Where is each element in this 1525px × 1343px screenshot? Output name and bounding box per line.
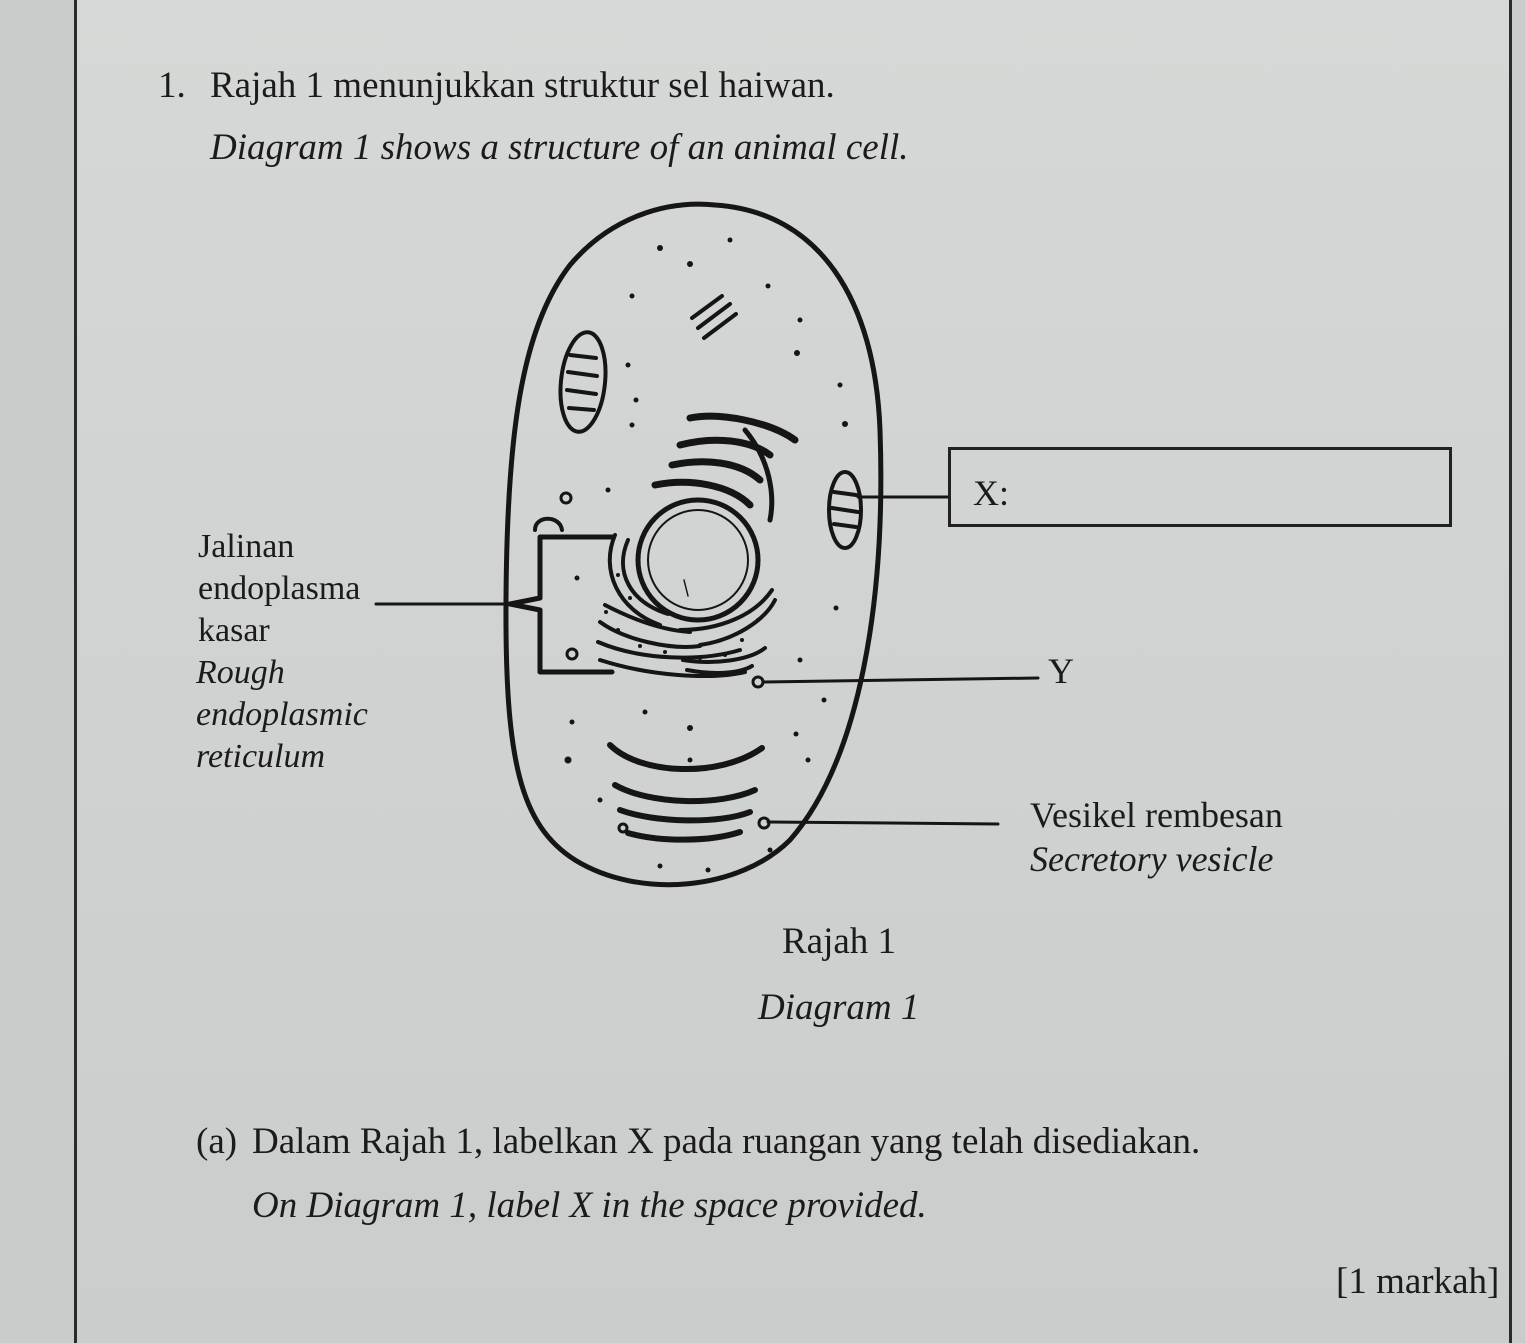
rer-bracket [510,537,612,672]
question-number: 1. [158,65,186,106]
marks-label: [1 markah] [1336,1261,1500,1302]
mitochondrion-x [829,472,861,548]
label-rer-ms-1: Jalinan [198,528,295,565]
diagram-caption-en: Diagram 1 [758,987,920,1028]
centrioles [692,296,736,338]
x-box-label: X: [973,473,1009,513]
label-rer-en-3: reticulum [196,738,326,775]
diagram-caption-ms: Rajah 1 [782,921,897,962]
label-vesicle-en: Secretory vesicle [1030,839,1274,879]
label-rer-ms-3: kasar [198,612,270,649]
golgi-lower [610,745,762,840]
label-rer-en-1: Rough [196,654,285,691]
part-a-tag: (a) [196,1121,238,1162]
vesicle-leader-line [768,822,998,824]
question-statement-en: Diagram 1 shows a structure of an animal cell. [210,127,909,168]
x-answer-box[interactable] [948,447,1452,527]
y-leader-line [764,678,1038,682]
label-vesicle-ms: Vesikel rembesan [1030,795,1283,835]
label-rer-en-2: endoplasmic [196,696,368,733]
part-a-instruction-en: On Diagram 1, label X in the space provided. [252,1185,927,1226]
label-rer-ms-2: endoplasma [198,570,361,607]
part-a-instruction-ms: Dalam Rajah 1, labelkan X pada ruangan yang telah disediakan. [252,1121,1201,1162]
mitochondrion-top [556,330,610,434]
cytoplasm-granules [565,238,849,873]
cell-membrane [506,204,881,884]
nucleus [638,500,758,620]
question-statement-ms: Rajah 1 menunjukkan struktur sel haiwan. [210,65,835,106]
label-y: Y [1048,651,1074,691]
